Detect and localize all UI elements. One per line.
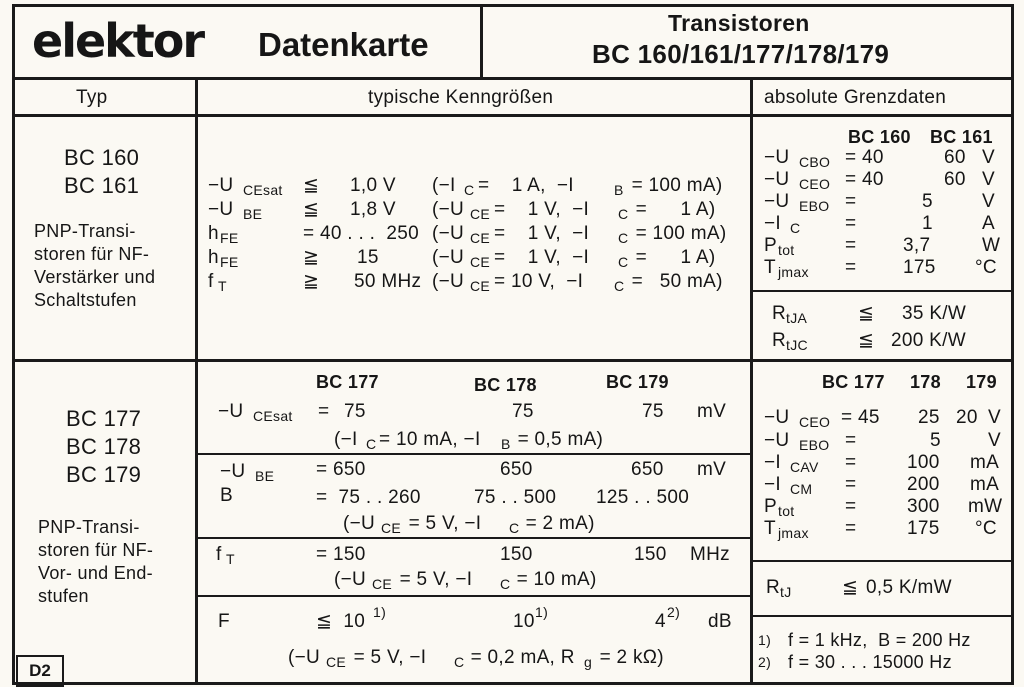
param-value: 1,0 V — [350, 175, 396, 196]
col-divider-2 — [750, 77, 753, 684]
param-value: 15 — [357, 247, 379, 268]
param-value: 50 MHz — [354, 271, 422, 292]
param-subscript: BE — [255, 468, 275, 484]
limit-eq: = — [845, 430, 857, 451]
kenn-rule-2 — [195, 537, 751, 539]
param-eq: = 150 — [316, 544, 366, 565]
footnote-text: f = 1 kHz, B = 200 Hz — [788, 630, 971, 650]
param-condition-sub: CE — [326, 654, 347, 670]
type-description: Schaltstufen — [34, 290, 137, 310]
type-description: storen für NF- — [34, 244, 150, 264]
thermal-symbol: R — [772, 330, 787, 351]
thermal-symbol: R — [766, 577, 781, 598]
param-condition: (−U — [432, 199, 465, 220]
limit-subscript: EBO — [799, 198, 830, 214]
kenn-col-head: BC 179 — [606, 372, 669, 392]
type-bc177: BC 177 — [66, 406, 142, 431]
elektor-logo: elektor — [32, 14, 204, 68]
kenn-rule-1 — [195, 453, 751, 455]
param-condition: = 10 V, −I — [494, 271, 584, 292]
param-operator: ≦ — [303, 175, 320, 196]
param-condition-sub: CE — [470, 230, 491, 246]
limit-value: 1 — [922, 213, 933, 234]
kenn-col-head: BC 178 — [474, 375, 537, 395]
limit-eq: = — [845, 474, 857, 495]
param-value: 75 . . 500 — [474, 487, 557, 508]
param-value: 1,8 V — [350, 199, 396, 220]
param-value: 150 — [500, 544, 533, 565]
param-condition: (−U — [432, 247, 465, 268]
param-unit: dB — [708, 611, 732, 632]
limit-unit: mW — [968, 496, 1003, 517]
limit-subscript: CEO — [799, 414, 831, 430]
limit-value: 3,7 — [903, 235, 931, 256]
limits-sub-rule-1 — [750, 290, 1014, 292]
param-operator: = 40 . . . 250 — [303, 223, 419, 244]
param-condition-sub: C — [366, 436, 377, 452]
kenn-rule-3 — [195, 595, 751, 597]
limit-eq: = 45 — [841, 407, 880, 428]
limit-value: 60 — [944, 169, 966, 190]
param-operator: ≦ — [303, 199, 320, 220]
param-eq: = 75 . . 260 — [316, 487, 421, 508]
param-unit: MHz — [690, 544, 730, 565]
footnote-ref: 1) — [373, 604, 387, 620]
doc-title: Transistoren — [668, 10, 810, 36]
limits-sub-rule-3 — [750, 615, 1014, 617]
thermal-value: 0,5 K/mW — [866, 577, 952, 598]
type-description: PNP-Transi- — [38, 517, 140, 537]
param-subscript: BE — [243, 206, 263, 222]
limit-unit: V — [988, 407, 1001, 428]
limits-head: BC 160 — [848, 127, 911, 147]
param-symbol: F — [218, 611, 230, 632]
col-divider-1 — [195, 77, 198, 684]
param-eq: ≦ 10 — [316, 611, 366, 632]
col-head-kenn: typische Kenngrößen — [368, 87, 554, 108]
card-badge: D2 — [16, 655, 64, 687]
param-condition-sub: C — [618, 254, 629, 270]
limit-subscript: C — [790, 220, 801, 236]
param-value: 4 — [655, 611, 666, 632]
param-eq: = — [318, 401, 330, 422]
param-value: 650 — [500, 459, 533, 480]
param-eq: = 650 — [316, 459, 366, 480]
type-description: Vor- und End- — [38, 563, 153, 583]
param-condition-sub: C — [618, 230, 629, 246]
param-symbol: −U — [208, 175, 234, 196]
doc-subtitle: BC 160/161/177/178/179 — [592, 39, 890, 69]
limit-unit: °C — [975, 257, 997, 278]
limit-symbol: −U — [764, 147, 790, 168]
limit-symbol: −I — [764, 452, 781, 473]
limit-symbol: −U — [764, 169, 790, 190]
param-condition-sub: CE — [372, 576, 393, 592]
param-value: 150 — [634, 544, 667, 565]
limit-value: 60 — [944, 147, 966, 168]
param-subscript: CEsat — [253, 408, 293, 424]
limit-value: 175 — [903, 257, 936, 278]
limit-value: 5 — [930, 430, 941, 451]
param-condition: = 0,2 mA, R — [465, 647, 575, 668]
param-condition: (−U — [343, 513, 376, 534]
thermal-subscript: tJ — [780, 584, 792, 600]
param-condition-sub: C — [509, 520, 520, 536]
param-symbol: −U — [208, 199, 234, 220]
param-condition: = 1 V, −I — [494, 199, 590, 220]
type-bc161: BC 161 — [64, 173, 140, 198]
limit-eq: = — [845, 191, 857, 212]
border-right — [1011, 4, 1014, 684]
border-left — [12, 4, 15, 684]
param-symbol: h — [208, 223, 219, 244]
param-symbol: −U — [218, 401, 244, 422]
limit-unit: W — [982, 235, 1001, 256]
param-value: 75 — [642, 401, 664, 422]
limit-eq: = 40 — [845, 147, 884, 168]
thermal-operator: ≦ — [858, 303, 875, 324]
type-description: storen für NF- — [38, 540, 154, 560]
limit-value: 20 — [956, 407, 978, 428]
header-rule — [12, 77, 1014, 80]
limit-unit: A — [982, 213, 995, 234]
param-symbol: B — [220, 485, 233, 506]
card-title: Datenkarte — [258, 26, 429, 63]
limit-unit: V — [982, 169, 995, 190]
limits-head: BC 161 — [930, 127, 993, 147]
limit-value: 200 — [907, 474, 940, 495]
param-symbol: h — [208, 247, 219, 268]
param-condition: = 5 V, −I — [394, 569, 473, 590]
limit-unit: °C — [975, 518, 997, 539]
type-bc160: BC 160 — [64, 145, 140, 170]
param-condition: = 100 mA) — [626, 175, 723, 196]
footnote-ref: 1) — [535, 604, 549, 620]
limit-symbol: −I — [764, 474, 781, 495]
limit-unit: V — [982, 191, 995, 212]
limit-eq: = — [845, 518, 857, 539]
param-value: 75 — [344, 401, 366, 422]
type-description: PNP-Transi- — [34, 221, 136, 241]
param-condition-sub: CE — [470, 278, 491, 294]
param-condition: = 1 A, −I — [478, 175, 574, 196]
limit-eq: = — [845, 257, 857, 278]
param-value: 10 — [513, 611, 535, 632]
param-value: 75 — [512, 401, 534, 422]
limit-subscript: CEO — [799, 176, 831, 192]
limits-head: 178 — [910, 372, 941, 392]
thermal-subscript: tJA — [786, 310, 808, 326]
param-subscript: CEsat — [243, 182, 283, 198]
limit-value: 5 — [922, 191, 933, 212]
limit-value: 175 — [907, 518, 940, 539]
type-bc178: BC 178 — [66, 434, 142, 459]
limit-symbol: P — [764, 235, 777, 256]
limit-symbol: T — [764, 518, 776, 539]
param-condition: = 100 mA) — [630, 223, 727, 244]
limit-subscript: EBO — [799, 437, 830, 453]
colhead-rule — [12, 114, 1014, 117]
border-bottom — [12, 682, 1014, 685]
limit-unit: mA — [970, 452, 1000, 473]
footnote-mark: 2) — [758, 654, 772, 670]
kenn-col-head: BC 177 — [316, 372, 379, 392]
thermal-symbol: R — [772, 303, 787, 324]
group-rule — [12, 359, 1014, 362]
param-operator: ≧ — [303, 271, 320, 292]
limit-subscript: CBO — [799, 154, 831, 170]
param-operator: ≧ — [303, 247, 320, 268]
param-value: 650 — [631, 459, 664, 480]
param-condition-sub: g — [584, 654, 593, 670]
param-condition: = 50 mA) — [626, 271, 723, 292]
limit-subscript: jmax — [778, 525, 809, 541]
param-condition: = 0,5 mA) — [512, 429, 604, 450]
param-symbol: f — [208, 271, 214, 292]
param-condition: (−U — [288, 647, 321, 668]
limit-subscript: CAV — [790, 459, 819, 475]
param-condition: (−U — [432, 271, 465, 292]
param-unit: mV — [697, 401, 727, 422]
thermal-value: 35 K/W — [902, 303, 967, 324]
header-divider — [480, 4, 483, 80]
param-condition-sub: C — [500, 576, 511, 592]
param-unit: mV — [697, 459, 727, 480]
limit-symbol: −U — [764, 407, 790, 428]
param-subscript: FE — [220, 254, 239, 270]
limit-symbol: T — [764, 257, 776, 278]
limit-unit: V — [982, 147, 995, 168]
param-condition: (−I — [334, 429, 358, 450]
param-subscript: FE — [220, 230, 239, 246]
param-condition: (−I — [432, 175, 456, 196]
param-condition: = 1 V, −I — [494, 247, 590, 268]
thermal-operator: ≦ — [858, 330, 875, 351]
param-condition: (−U — [334, 569, 367, 590]
thermal-value: 200 K/W — [891, 330, 966, 351]
type-bc179: BC 179 — [66, 462, 142, 487]
param-condition-sub: C — [614, 278, 625, 294]
param-condition: = 1 V, −I — [494, 223, 590, 244]
limit-unit: mA — [970, 474, 1000, 495]
type-description: stufen — [38, 586, 89, 606]
param-condition-sub: CE — [381, 520, 402, 536]
limit-subscript: jmax — [778, 264, 809, 280]
param-condition: = 5 V, −I — [403, 513, 482, 534]
limit-eq: = — [845, 452, 857, 473]
limit-symbol: P — [764, 496, 777, 517]
limit-value: 100 — [907, 452, 940, 473]
limit-eq: = — [845, 235, 857, 256]
limits-head: 179 — [966, 372, 997, 392]
limit-subscript: tot — [778, 503, 795, 519]
param-condition: = 2 kΩ) — [594, 647, 664, 668]
thermal-subscript: tJC — [786, 337, 808, 353]
limit-eq: = 40 — [845, 169, 884, 190]
param-condition-sub: C — [618, 206, 629, 222]
param-condition: = 10 mA, −I — [379, 429, 481, 450]
limit-subscript: tot — [778, 242, 795, 258]
limit-symbol: −I — [764, 213, 781, 234]
limits-sub-rule-2 — [750, 560, 1014, 562]
param-condition: = 5 V, −I — [348, 647, 427, 668]
border-top — [12, 4, 1014, 7]
limit-symbol: −U — [764, 430, 790, 451]
limit-symbol: −U — [764, 191, 790, 212]
param-value: 125 . . 500 — [596, 487, 690, 508]
limit-eq: = — [845, 496, 857, 517]
param-condition-sub: B — [501, 436, 511, 452]
param-condition: = 1 A) — [630, 199, 716, 220]
param-condition-sub: C — [464, 182, 475, 198]
thermal-operator: ≦ — [842, 577, 859, 598]
param-condition: = 2 mA) — [520, 513, 595, 534]
footnote-text: f = 30 . . . 15000 Hz — [788, 652, 952, 672]
param-condition: = 1 A) — [630, 247, 716, 268]
param-subscript: T — [226, 551, 235, 567]
limit-unit: V — [988, 430, 1001, 451]
footnote-ref: 2) — [667, 604, 681, 620]
param-subscript: T — [218, 278, 227, 294]
limit-subscript: CM — [790, 481, 813, 497]
param-condition-sub: CE — [470, 254, 491, 270]
limits-head: BC 177 — [822, 372, 885, 392]
param-condition-sub: B — [614, 182, 624, 198]
param-condition: = 10 mA) — [511, 569, 597, 590]
col-head-grenz: absolute Grenzdaten — [764, 87, 947, 108]
param-condition-sub: C — [454, 654, 465, 670]
limit-value: 25 — [918, 407, 940, 428]
limit-value: 300 — [907, 496, 940, 517]
param-symbol: −U — [220, 461, 246, 482]
col-head-typ: Typ — [76, 87, 108, 108]
type-description: Verstärker und — [34, 267, 156, 287]
footnote-mark: 1) — [758, 632, 772, 648]
param-symbol: f — [216, 544, 222, 565]
param-condition: (−U — [432, 223, 465, 244]
param-condition-sub: CE — [470, 206, 491, 222]
limit-eq: = — [845, 213, 857, 234]
